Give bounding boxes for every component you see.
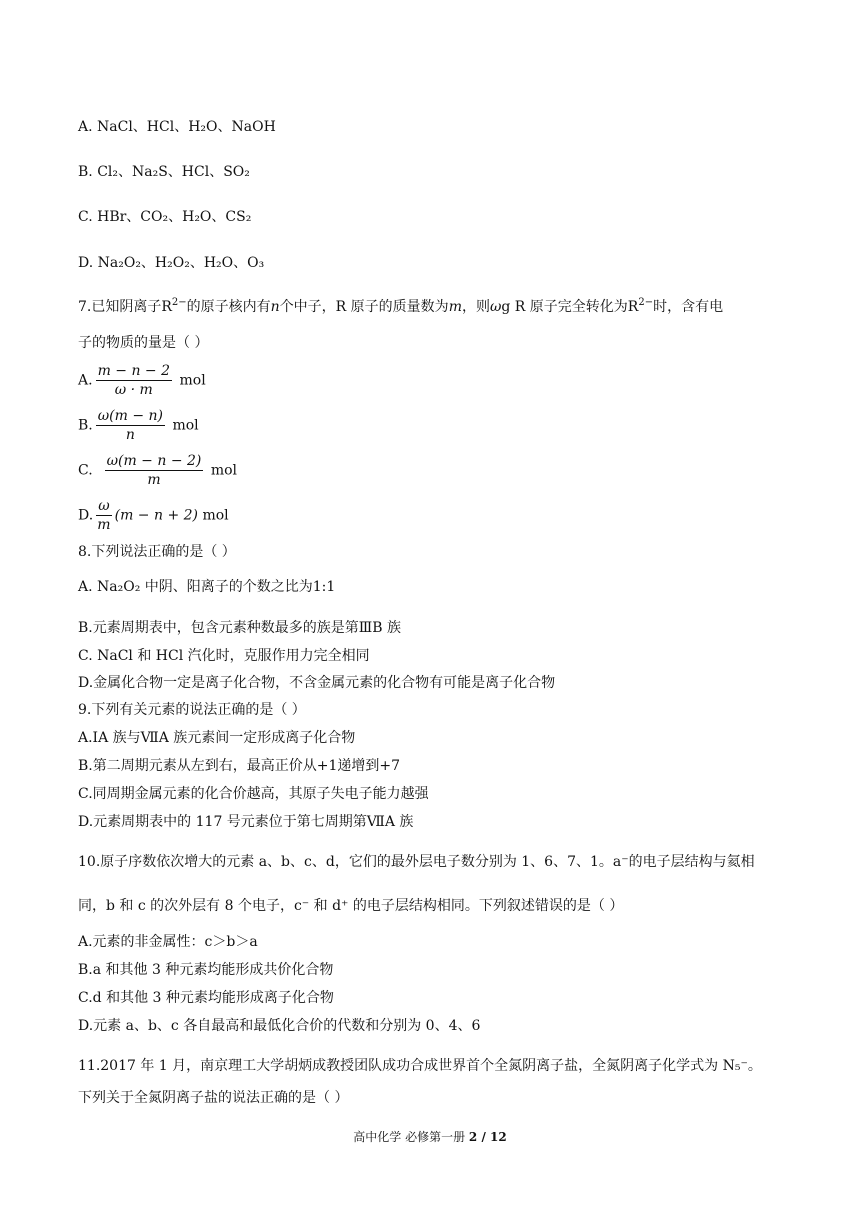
q8-option-d: D.金属化合物一定是离子化合物，不含金属元素的化合物有可能是离子化合物	[78, 675, 556, 691]
q11-stem-line2: 下列关于全氮阴离子盐的说法正确的是（ ）	[78, 1090, 349, 1106]
q6-option-b: B. Cl₂、Na₂S、HCl、SO₂	[78, 164, 250, 180]
q7-stem-line2: 子的物质的量是（ ）	[78, 335, 209, 351]
footer-title: 高中化学 必修第一册	[353, 1130, 466, 1144]
fraction: $\frac{\omega(m - n - 2)}{m}$	[106, 453, 202, 488]
q7-stem-line1: 7.已知阴离子$R^{2-}$的原子核内有n个中子，R 原子的质量数为m，则ωg R 原子完全转化为$R^{2-}$时，含有电	[78, 297, 724, 315]
q9-option-c: C.同周期金属元素的化合价越高，其原子失电子能力越强	[78, 786, 429, 802]
q11-stem-line1: 11.2017 年 1 月，南京理工大学胡炳成教授团队成功合成世界首个全氮阴离子盐，全氮阴离子化学式为 N₅⁻。	[78, 1058, 762, 1074]
q6-option-c: C. HBr、CO₂、H₂O、CS₂	[78, 209, 252, 225]
fraction: $\frac{\omega}{m}$	[97, 498, 111, 533]
q7-option-a: A. $\frac{m - n - 2}{\omega \cdot m}$ mol	[78, 363, 206, 398]
q6-option-d: D. Na₂O₂、H₂O₂、H₂O、O₃	[78, 255, 265, 271]
q7-option-d: D. $\frac{\omega}{m}$ (m − n + 2) mol	[78, 498, 229, 533]
q10-stem-line1: 10.原子序数依次增大的元素 a、b、c、d，它们的最外层电子数分别为 1、6、7、1。a⁻的电子层结构与氦相	[78, 854, 755, 870]
q7-option-c: C. $\frac{\omega(m - n - 2)}{m}$ mol	[78, 453, 238, 488]
q7-option-b: B. $\frac{\omega(m - n)}{n}$ mol	[78, 408, 199, 443]
fraction: $\frac{m - n - 2}{\omega \cdot m}$	[97, 363, 171, 398]
page-footer	[0, 1128, 860, 1145]
q8-option-b: B.元素周期表中，包含元素种数最多的族是第ⅢB 族	[78, 620, 401, 636]
q8-option-a: A. Na₂O₂ 中阴、阳离子的个数之比为1:1	[78, 579, 336, 595]
q8-option-c: C. NaCl 和 HCl 汽化时，克服作用力完全相同	[78, 648, 370, 664]
q8-stem: 8.下列说法正确的是（ ）	[78, 544, 236, 560]
q10-option-c: C.d 和其他 3 种元素均能形成离子化合物	[78, 990, 334, 1006]
q6-option-a: A. NaCl、HCl、H₂O、NaOH	[78, 119, 276, 135]
q10-option-a: A.元素的非金属性：c＞b＞a	[78, 934, 258, 950]
q9-option-b: B.第二周期元素从左到右，最高正价从+1递增到+7	[78, 758, 401, 774]
q9-option-a: A.ⅠA 族与ⅦA 族元素间一定形成离子化合物	[78, 730, 356, 746]
q9-option-d: D.元素周期表中的 117 号元素位于第七周期第ⅦA 族	[78, 814, 414, 830]
q10-option-b: B.a 和其他 3 种元素均能形成共价化合物	[78, 962, 334, 978]
q9-stem: 9.下列有关元素的说法正确的是（ ）	[78, 702, 306, 718]
page-number: 2 / 12	[468, 1130, 507, 1144]
q10-stem-line2: 同，b 和 c 的次外层有 8 个电子，c⁻ 和 d⁺ 的电子层结构相同。下列叙述错误的是（ ）	[78, 898, 624, 914]
q10-option-d: D.元素 a、b、c 各自最高和最低化合价的代数和分别为 0、4、6	[78, 1018, 481, 1034]
fraction: $\frac{\omega(m - n)}{n}$	[97, 408, 164, 443]
